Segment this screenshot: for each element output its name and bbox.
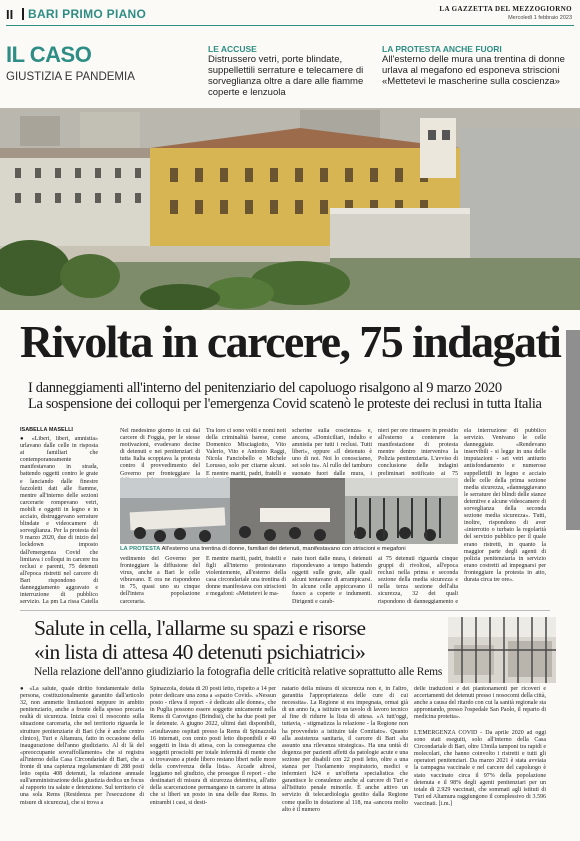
article-column-continued: nato fuori dalle mura, i detenuti rispondevano a tempo battendo oggetti sulle grate, alle quali alcuni tentavano di arrampicarsi. In alcune celle appiccavano il fuoco a coperte e indumenti. Dirigenti e carab- [292,556,372,604]
header-rule [6,25,574,26]
caption-text: All'esterno una trentina di donne, familiari dei detenuti, manifestavano con striscioni e megafoni [161,546,406,552]
teaser-accuse [208,44,378,98]
article-column: Nel medesimo giorno in cui dal carcere di Foggia, per le stesse motivazioni, evadevano decine di detenuti e nei penitenziari di tutta Italia scoppiava la protesta contro il provvedimento del Governo per fronteggiare la [120,428,200,477]
article-column: Spinazzola, dotata di 20 posti letto, rispetto a 14 per poter dedicare una zona a «spazio Covid». «Nessun posto - rileva il report - è dedicato alle donne», che in Puglia possono essere soggette unicamente nella Rems di Carovigno (Brindisi), che ha due posti per le detenute. A giugno 2022, ultimi dati disponibili, «risultavano ospitati presso la Rems di Spinazzola 16 internati, con cento posti letto disponibili e 40 soggetti in lista di attesa, con la conseguenza che soggetti prosciolti per totale infermità di mente che si trovavano a piede libero restano liberi nelle more della convivenza della lista». Accade altresì, leggiamo nel giudizio, che prosegue il report - che destinatari di misura di sicurezza detentiva, all'atto della scarcerazione permangano in carcere in attesa che si liberi un posto in una delle due Rems. In entrambi i casi, si desti- [150,686,276,806]
article-column: nieri per ore rimasero in presidio all'esterno a contenere la manifestazione di protesta mentre dentro interveniva la Polizia penitenziaria. L'avviso di conclusione delle indagini preliminari notificato ai 75 [378,428,458,477]
second-headline-1: Salute in cella, l'allarme su spazi e risorse [34,616,366,640]
second-subhead: Nella relazione dell'anno giudiziario la fotografia delle criticità relative soprattutto alle Rems [34,666,443,678]
kicker-title: IL CASO [6,42,92,67]
section-name: BARI PRIMO PIANO [28,7,147,21]
teaser-title: LE ACCUSE [208,44,257,54]
page-edge-tab [566,330,580,530]
article-column: Tra loro ci sono volti e nomi noti della criminalità barese, come Domenico Misciagiotto, Vito Valerio, Vito e Antonio Raggi, Nicola Fanciobello e Michele Lorusso, solo per citarne alcuni. E mentre mariti, padri, fratelli e [206,428,286,477]
byline: ISABELLA MASELLI [20,427,73,433]
teaser-title: LA PROTESTA ANCHE FUORI [382,44,502,54]
main-headline: Rivolta in carcere, 75 indagati [20,316,561,367]
caption-label: LA PROTESTA [120,546,161,552]
kicker-subtitle: GIUSTIZIA E PANDEMIA [6,71,135,83]
article-column: delle traduzioni e dei piantonamenti per ricoveri e accertamenti dei detenuti presso i nosocomi della città, anche a causa del ritardo con cui la sanità regionale sta approntando, presso l'ospedale San Paolo, il reparto di medicina protetta». [414,686,546,721]
prison-aerial-photo [0,108,580,310]
article-column-continued: E mentre mariti, padri, fratelli e figli all'interno protestavano violentemente, all'esterno della casa circondariale una trentina di donne manifestava con striscioni e megafoni: «Mettetevi le ma- [206,556,286,598]
photo-caption [120,546,460,552]
article-divider [20,610,550,611]
covid-paragraph: L'EMERGENZA COVID - Da aprile 2020 ad oggi sono stati eseguiti, solo all'interno della Casa Circondariale di Bari, oltre 13mila tamponi tra rapidi e molecolari, che hanno coinvolto i ristretti e tutti gli operatori penitenziari. Da marzo 2021 è stata avviata la campagna vaccinale e nel carcere del capoluogo è stato vaccinato circa il 97% della popolazione detenuta e il 98% degli agenti penitenziari per un totale di 2.929 vaccinati, che sommati agli istituti di Turi ed Altamura raggiungono il complessivo di 3.596 vaccinati. [i.m.] [414,730,546,807]
teaser-text: Distrussero vetri, porte blindate, suppellettili serrature e telecamere di sorveglianza oltre a dare alle fiamme coperte e lenzuola [208,54,364,98]
teaser-text: All'esterno delle mura una trentina di donne urlava al megafono ed esponeva striscioni «Mettetevi le mascherine sulla coscienza» [382,54,565,87]
protest-photo [120,478,458,544]
second-headline-2: «in lista di attesa 40 detenuti psichiatrici» [34,640,366,664]
teaser-protesta [382,44,574,87]
article-column: ela interruzione di pubblico servizio. Venivano le celle danneggiate. «Rendevano inservibili - si legge in una delle imputazioni - sei vetri antiurto antisfondamento e numerose suppellettili in legno e acciaio delle celle della prima sezione media sicurezza, «danneggiavano le serrature dei blindi delle stanze detentive e alcune videocamere di sorveglianza della seconda sezione media sicurezza». Tutti, inoltre, rispondono di aver «interrotto o turbato la regolarità del servizio pubblico per il quale erano ristretti, in quanto la maggior parte degli agenti di polizia penitenziaria in servizio erano costretti ad impegnarsi per fronteggiare la protesta in atto, durata circa tre ore». [464,428,546,583]
deck-line-1: I danneggiamenti all'interno del penitenziario del capoluogo risalgono al 9 marzo 2020 [28,380,502,396]
article-column-continued: ai 75 detenuti riguarda cinque gruppi di rivoltosi, all'epoca reclusi nella prima e seconda sezione della media sicurezza e nella terza sezione dell'alta sicurezza, 32 dei quali rispondono di danneggiamento e [378,556,458,604]
header-separator [22,8,24,20]
article-column: natario della misura di sicurezza non è, in l'altro, garantita l'appropriatezza delle cure di cui necessita». La Regione si era impegnata, ormai già di un anno fa, a istituire un tavolo di lavoro tecnico al fine di ridurre la lista di attesa. «A tutt'oggi, tuttavia, - stigmatizza la relazione - la Regione non ha provveduto a istituire tale Comitato». Quanto alla assistenza sanitaria, il carcere di Bari «ha assunto una rilevanza strategica». Ha una unità di degenza per pazienti affetti da patologie acute e una sezione per disabili con 22 posti letto, oltre a una stanza per l'isolamento respiratorio, medici e infermieri h24 e un'offerta specialistica che garantisce le consulenze anche al carcere di Turi e all'Istituto penale minorile. È anche attivo un servizio di telecardiologia gestito dalla Regione come quello in dotazione al 118, ma «ancora molto alto è il numero [282,686,408,813]
deck-line-2: La sospensione dei colloqui per l'emergenza Covid scatenò le proteste dei reclusi in tutta Italia [28,396,542,412]
article-column: ● «Liberi, liberi, amnistia» urlavano dalle celle in risposta ai familiari che contemporaneamente manifestavano in strada, battendo oggetti contro le grate e lanciando dalle finestre fazzoletti dati alle fiamme, mentre all'interno delle sezioni carcerarie rompevano vetri, mobili e oggetti in legno e in acciaio, distruggevano serrature blindate e videocamere di sorveglianza. Per la protesta del 9 marzo 2020, due di inizio del lockdown imposto dall'emergenza Covid che limitava i colloqui in carcere tra reclusi e parenti, 75 detenuti all'epoca ristretti nel carcere di Bari rispondono di danneggiamento aggravato e interruzione di pubblico servizio. La pm La rissa Catella [20,436,98,604]
article-column-continued: vedimento del Governo per fronteggiare la diffusione del virus, anche a Bari le celle vibravano. E ora ne rispondono in 75, quasi uno su cinque dell'intera popolazione carceraria. [120,556,200,604]
cell-photo [448,617,556,683]
page-number: II [6,7,14,22]
article-column: scherine sulla coscienza» e, ancora, «Domiciliari, indulto e amnistia per tutti i reclusi. Tutti liberi», oppure «Il detenuto è uno di noi. Noi lo conosciamo, sei solo tu». Al rullo del tamburo suonato fuori dalle mura, i [292,428,372,477]
newspaper-name: LA GAZZETTA DEL MEZZOGIORNO [439,5,572,13]
issue-date: Mercoledì 1 febbraio 2023 [508,15,572,21]
article-column: ● «La salute, quale diritto fondamentale della persona, costituzionalmente garantito dall'articolo 32, non ammette limitazioni neppure in ambito penitenziario, anche a fronte della spesso precaria realtà di sicurezza. Inizia così il resoconto sulla situazione carceraria, che nel territorio riguarda le strutture penitenziarie di Bari (che è anche centro clinico), Turi e Altamura, fatto in occasione della inaugurazione dell'anno giudiziario. Al di là del «preoccupante sovraffollamento» che si registra all'interno della Casa Circondariale di Bari, che a fronte di una capienza regolamentare di 288 posti letto ospita 408 detenuti, la relazione annuale sull'amministrazione della giustizia dedica un focus al rapporto tra salute e detenzione. Sul territorio c'è una sola Rems (Residenza per l'esecuzione di misure di sicurezza), che si trova a [20,686,144,806]
